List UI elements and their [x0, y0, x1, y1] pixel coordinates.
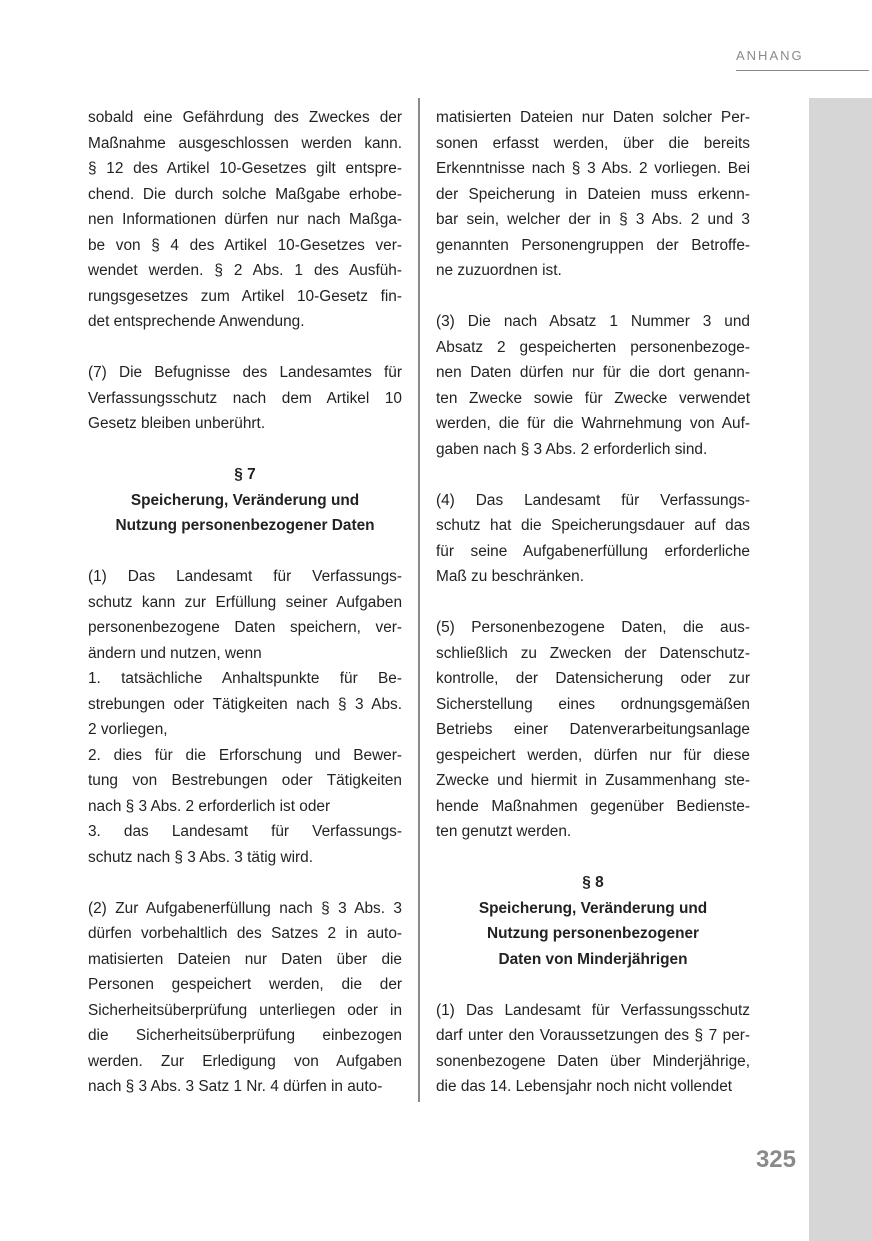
text-line: 2 vorliegen, — [88, 721, 168, 738]
text-line: gespeichert werden, dürfen nur für diese — [436, 746, 750, 764]
text-line: 2. dies für die Erforschung und Bewer- — [88, 746, 402, 764]
side-margin-bar — [809, 98, 872, 1241]
section-heading-line: § 8 — [582, 874, 604, 891]
text-line: der Speicherung in Dateien muss erkenn- — [436, 185, 750, 203]
text-line: die das 14. Lebensjahr noch nicht vollendet — [436, 1078, 733, 1095]
text-line: Erkenntnisse nach § 3 Abs. 2 vorliegen. Bei — [436, 160, 750, 177]
text-line: be von § 4 des Artikel 10-Gesetzes ver- — [88, 236, 402, 254]
text-line: nach § 3 Abs. 2 erforderlich ist oder — [88, 797, 331, 815]
text-line: wendet werden. § 2 Abs. 1 des Ausfüh- — [88, 262, 402, 279]
text-line: (5) Personenbezogene Daten, die aus- — [436, 619, 750, 636]
text-line: Sicherstellung eines ordnungsgemäßen — [436, 695, 750, 713]
text-line: Maßnahme ausgeschlossen werden kann. — [88, 134, 402, 152]
text-line: Sicherheitsüberprüfung unterliegen oder in — [88, 1001, 402, 1019]
text-line: matisierten Dateien nur Daten über die — [88, 950, 402, 968]
text-line: (7) Die Befugnisse des Landesamtes für — [88, 364, 402, 381]
section-heading-line: Speicherung, Veränderung und — [478, 899, 708, 917]
text-line: Gesetz bleiben unberührt. — [88, 415, 266, 432]
text-line: (1) Das Landesamt für Verfassungsschutz — [436, 1001, 750, 1019]
header-rule — [736, 70, 869, 71]
section-heading-line: Nutzung personenbezogener — [486, 925, 700, 942]
text-line: ten genutzt werden. — [436, 823, 572, 840]
column-divider — [418, 98, 420, 1102]
page-number: 325 — [755, 1146, 796, 1173]
text-line: sonen erfasst werden, über die bereits — [436, 134, 750, 152]
text-line: für seine Aufgabenerfüllung erforderliche — [436, 542, 750, 560]
text-line: chend. Die durch solche Maßgabe erhobe- — [88, 185, 402, 203]
text-line: Betriebs einer Datenverarbeitungsanlage — [436, 721, 750, 738]
section-heading-line: Nutzung personenbezogener Daten — [115, 517, 375, 534]
text-line: darf unter den Voraussetzungen des § 7 per- — [436, 1027, 750, 1044]
paragraph-spacer — [88, 335, 402, 361]
text-line: personenbezogene Daten speichern, ver- — [88, 619, 402, 636]
text-line: schutz hat die Speicherungsdauer auf das — [436, 517, 750, 534]
text-line: (3) Die nach Absatz 1 Nummer 3 und — [436, 313, 750, 330]
text-line: sonenbezogene Daten über Minderjährige, — [436, 1052, 750, 1070]
paragraph-spacer — [88, 870, 402, 896]
text-line: Zwecke und hiermit in Zusammenhang ste- — [436, 772, 750, 789]
text-line: Verfassungsschutz nach dem Artikel 10 — [88, 389, 402, 407]
text-line: nen Daten dürfen nur für die dort genann- — [436, 364, 750, 381]
text-line: bar sein, welcher der in § 3 Abs. 2 und 3 — [436, 211, 750, 228]
text-line: gaben nach § 3 Abs. 2 erforderlich sind. — [436, 440, 708, 458]
paragraph-spacer — [436, 845, 750, 871]
text-line: (2) Zur Aufgabenerfüllung nach § 3 Abs. 3 — [88, 899, 402, 917]
section-heading-line: Daten von Minderjährigen — [498, 950, 688, 968]
text-line: ändern und nutzen, wenn — [88, 644, 262, 662]
text-line: dürfen vorbehaltlich des Satzes 2 in auto- — [88, 925, 402, 942]
paragraph-spacer — [88, 437, 402, 463]
text-line: werden. Zur Erledigung von Aufgaben — [88, 1052, 402, 1070]
text-line: ne zuzuordnen ist. — [436, 262, 562, 279]
paragraph-spacer — [436, 462, 750, 488]
text-line: rungsgesetzes zum Artikel 10-Gesetz fin- — [88, 287, 402, 305]
text-line: genannten Personengruppen der Betroffe- — [436, 236, 750, 254]
section-heading-line: Speicherung, Veränderung und — [130, 491, 360, 509]
text-line: werden, die für die Wahrnehmung von Auf- — [436, 415, 750, 432]
text-line: det entsprechende Anwendung. — [88, 313, 305, 330]
text-line: tung von Bestrebungen oder Tätigkeiten — [88, 772, 402, 789]
paragraph-spacer — [436, 972, 750, 998]
text-line: Maß zu beschränken. — [436, 568, 584, 585]
text-line: § 12 des Artikel 10-Gesetzes gilt entspre- — [88, 160, 402, 177]
text-line: Personen gespeichert werden, die der — [88, 976, 402, 993]
running-header: ANHANG — [736, 48, 804, 63]
text-line: (4) Das Landesamt für Verfassungs- — [436, 491, 750, 509]
paragraph-spacer — [436, 590, 750, 616]
text-line: hende Maßnahmen gegenüber Bedienste- — [436, 797, 750, 815]
paragraph-spacer — [88, 539, 402, 565]
text-line: schutz kann zur Erfüllung seiner Aufgaben — [88, 593, 402, 611]
text-line: kontrolle, der Datensicherung oder zur — [436, 670, 750, 687]
text-line: 3. das Landesamt für Verfassungs- — [88, 823, 402, 840]
text-line: strebungen oder Tätigkeiten nach § 3 Abs. — [88, 695, 402, 713]
text-line: (1) Das Landesamt für Verfassungs- — [88, 568, 402, 585]
left-text-column — [88, 105, 402, 1100]
text-line: die Sicherheitsüberprüfung einbezogen — [88, 1027, 402, 1044]
paragraph-spacer — [436, 284, 750, 310]
text-line: schließlich zu Zwecken der Datenschutz- — [436, 644, 750, 662]
right-text-column — [436, 105, 750, 1100]
text-line: Absatz 2 gespeicherten personenbezoge- — [436, 338, 750, 356]
text-line: sobald eine Gefährdung des Zweckes der — [88, 109, 402, 126]
text-line: ten Zwecke sowie für Zwecke verwendet — [436, 389, 750, 407]
section-heading-line: § 7 — [234, 466, 256, 483]
text-line: 1. tatsächliche Anhaltspunkte für Be- — [88, 670, 402, 687]
text-line: schutz nach § 3 Abs. 3 tätig wird. — [88, 848, 313, 866]
text-line: matisierten Dateien nur Daten solcher Per- — [436, 109, 750, 126]
text-line: nach § 3 Abs. 3 Satz 1 Nr. 4 dürfen in auto- — [88, 1078, 383, 1095]
text-line: nen Informationen dürfen nur nach Maßga- — [88, 211, 402, 228]
